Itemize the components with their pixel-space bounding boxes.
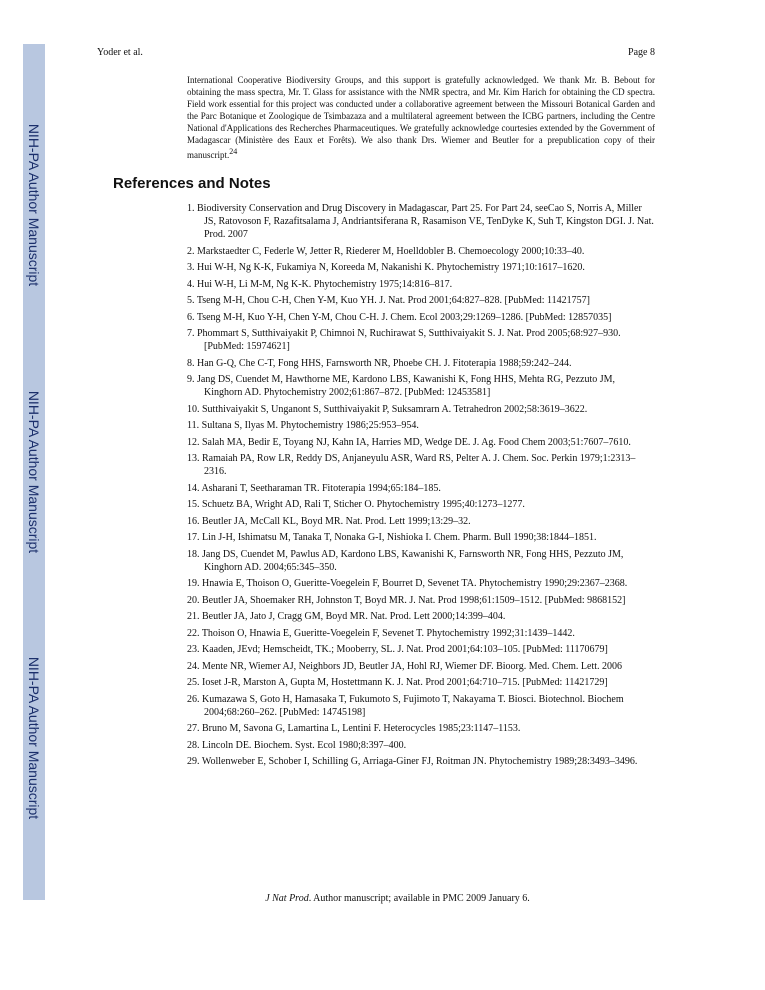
acknowledgment-text: International Cooperative Biodiversity Groups, and this support is gratefully acknowledged. We thank Mr. B. Bebout for obtaining the mass spectra, Mr. T. Glass for assistance with the NMR spectra, and Mr. Kim Harich for obtaining the CD spectra. Field work essential for this project was conducted under a collaborative agreement between the Missouri Botanical Garden and the Parc Botanique et Zoologique de Tsimbazaza and a multilateral agreement between the ICBG partners, including the Centre National d'Applications des Recherches Pharmaceutiques. We gratefully acknowledge courtesies extended by the Government of Madagascar (Ministère des Eaux et Forêts). We also thank Drs. Wiemer and Beutler for a prepublication copy of their manuscript. — [187, 75, 655, 160]
reference-item: 23. Kaaden, JEvd; Hemscheidt, TK.; Mooberry, SL. J. Nat. Prod 2001;64:103–105. [PubMed: 11170679] — [187, 644, 608, 655]
running-header-authors: Yoder et al. — [97, 47, 143, 58]
footer-journal: J Nat Prod — [265, 893, 309, 904]
reference-item: 11. Sultana S, Ilyas M. Phytochemistry 1986;25:953–954. — [187, 420, 419, 431]
page-number: Page 8 — [628, 47, 655, 58]
reference-item: 13. Ramaiah PA, Row LR, Reddy DS, Anjaneyulu ASR, Ward RS, Pelter A. J. Chem. Soc. Perkin 1979;1:2313–2316. — [187, 453, 636, 477]
reference-item: 10. Sutthivaiyakit S, Unganont S, Sutthivaiyakit P, Suksamrarn A. Tetrahedron 2002;58:3619–3622. — [187, 403, 588, 415]
reference-item: 16. Beutler JA, McCall KL, Boyd MR. Nat. Prod. Lett 1999;13:29–32. — [187, 515, 471, 527]
footer-text: . Author manuscript; available in PMC 2009 January 6. — [308, 893, 530, 904]
reference-item: 4. Hui W-H, Li M-M, Ng K-K. Phytochemistry 1975;14:816–817. — [187, 278, 453, 290]
reference-item: 9. Jang DS, Cuendet M, Hawthorne ME, Kardono LBS, Kawanishi K, Fong HHS, Mehta RG, Pezzuto JM, Kinghorn AD. Phytochemistry 2002;61:867–872. [PubMed: 12453581] — [187, 374, 616, 398]
reference-item: 18. Jang DS, Cuendet M, Pawlus AD, Kardono LBS, Kawanishi K, Farnsworth NR, Fong HHS, Pezzuto JM, Kinghorn AD. 2004;65:345–350. — [187, 548, 624, 573]
reference-item: 22. Thoison O, Hnawia E, Gueritte-Voegelein F, Sevenet T. Phytochemistry 1992;31:1439–1442. — [187, 627, 575, 639]
acknowledgment-paragraph — [187, 74, 655, 161]
reference-item: 25. Ioset J-R, Marston A, Gupta M, Hostettmann K. J. Nat. Prod 2001;64:710–715. [PubMed: 11421729] — [187, 677, 608, 688]
reference-item: 5. Tseng M-H, Chou C-H, Chen Y-M, Kuo YH. J. Nat. Prod 2001;64:827–828. [PubMed: 11421757] — [187, 295, 590, 306]
reference-item: 28. Lincoln DE. Biochem. Syst. Ecol 1980;8:397–400. — [187, 739, 407, 751]
reference-item: 19. Hnawia E, Thoison O, Gueritte-Voegelein F, Bourret D, Sevenet TA. Phytochemistry 1990;29:2367–2368. — [187, 578, 628, 589]
reference-item: 3. Hui W-H, Ng K-K, Fukamiya N, Koreeda M, Nakanishi K. Phytochemistry 1971;10:1617–1620. — [187, 262, 585, 273]
reference-item: 29. Wollenweber E, Schober I, Schilling G, Arriaga-Giner FJ, Roitman JN. Phytochemistry 1989;28:3493–3496. — [187, 756, 638, 767]
reference-item: 6. Tseng M-H, Kuo Y-H, Chen Y-M, Chou C-H. J. Chem. Ecol 2003;29:1269–1286. [PubMed: 12857035] — [187, 311, 612, 323]
reference-item: 2. Markstaedter C, Federle W, Jetter R, Riederer M, Hoelldobler B. Chemoecology 2000;10:33–40. — [187, 245, 585, 257]
reference-item: 24. Mente NR, Wiemer AJ, Neighbors JD, Beutler JA, Hohl RJ, Wiemer DF. Bioorg. Med. Chem. Lett. 2006 — [187, 660, 623, 672]
reference-item: 8. Han G-Q, Che C-T, Fong HHS, Farnsworth NR, Phoebe CH. J. Fitoterapia 1988;59:242–244. — [187, 357, 572, 369]
page-footer — [0, 893, 765, 904]
reference-item: 7. Phommart S, Sutthivaiyakit P, Chimnoi N, Ruchirawat S, Sutthivaiyakit S. J. Nat. Prod 2005;68:927–930. [PubMed: 15974621] — [187, 328, 621, 352]
reference-item: 26. Kumazawa S, Goto H, Hamasaka T, Fukumoto S, Fujimoto T, Nakayama T. Biosci. Biotechnol. Biochem 2004;68:260–262. [PubMed: 14745198] — [187, 693, 624, 718]
reference-item: 1. Biodiversity Conservation and Drug Discovery in Madagascar, Part 25. For Part 24, seeCao S, Norris A, Miller JS, Ratovoson F, Razafitsalama J, Andriantsiferana R, Rasamison VE, TenDyke K, Suh T, Kingston DGI. J. Nat. Prod. 2007 — [187, 203, 654, 240]
reference-list — [187, 202, 655, 772]
reference-item: 15. Schuetz BA, Wright AD, Rali T, Sticher O. Phytochemistry 1995;40:1273–1277. — [187, 499, 525, 510]
references-heading: References and Notes — [113, 175, 271, 192]
reference-item: 12. Salah MA, Bedir E, Toyang NJ, Kahn IA, Harries MD, Wedge DE. J. Ag. Food Chem 2003;51:7607–7610. — [187, 436, 631, 448]
reference-item: 27. Bruno M, Savona G, Lamartina L, Lentini F. Heterocycles 1985;23:1147–1153. — [187, 723, 521, 734]
reference-item: 21. Beutler JA, Jato J, Cragg GM, Boyd MR. Nat. Prod. Lett 2000;14:399–404. — [187, 611, 506, 622]
reference-item: 20. Beutler JA, Shoemaker RH, Johnston T, Boyd MR. J. Nat. Prod 1998;61:1509–1512. [PubMed: 9868152] — [187, 594, 626, 606]
reference-item: 14. Asharani T, Seetharaman TR. Fitoterapia 1994;65:184–185. — [187, 482, 441, 494]
acknowledgment-citation: 24 — [229, 147, 238, 156]
reference-item: 17. Lin J-H, Ishimatsu M, Tanaka T, Nonaka G-I, Nishioka I. Chem. Pharm. Bull 1990;38:1844–1851. — [187, 532, 597, 543]
